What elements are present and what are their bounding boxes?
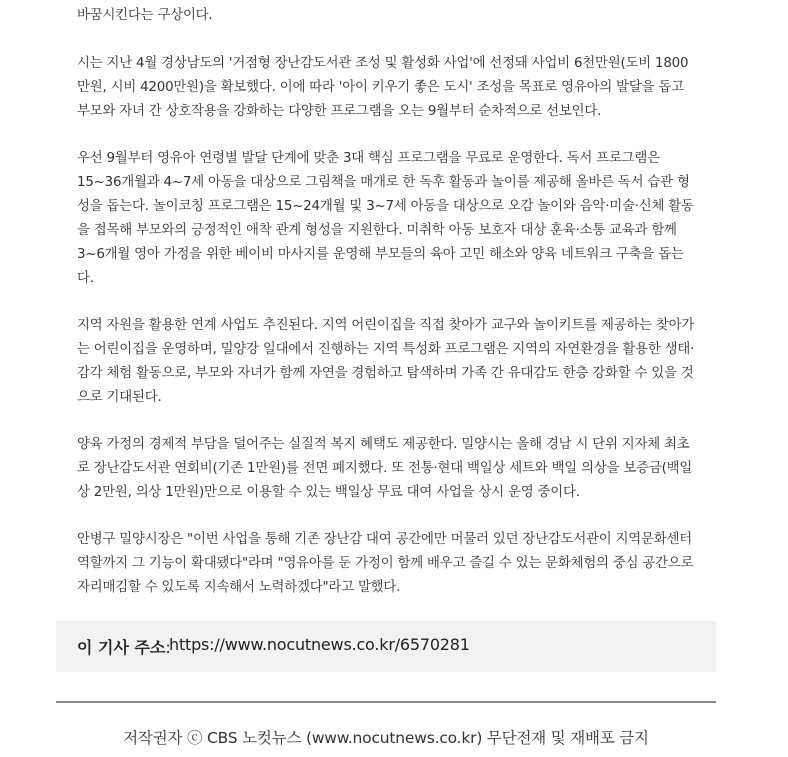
- article-url-link[interactable]: https://www.nocutnews.co.kr/6570281: [169, 635, 470, 654]
- footer-divider: [56, 701, 716, 703]
- article-url-label-text: 이 기사 주소: [77, 638, 166, 657]
- article-url-colon: :: [165, 638, 171, 657]
- article-url-label: [77, 635, 171, 658]
- copyright-notice: 저작권자 ⓒ CBS 노컷뉴스 (www.nocutnews.co.kr) 무단전재 및 재배포 금지: [123, 729, 649, 747]
- article-paragraph: 지역 자원을 활용한 연계 사업도 추진된다. 지역 어린이집을 직접 찾아가 교구와 놀이키트를 제공하는 찾아가는 어린이집을 운영하며, 밀양강 일대에서 진행하는 지역 특성화 프로그램은 지역의 자연환경을 활용한 생태·감각 체험 활동으로, 부모와 자녀가 함께 자연을 경험하고 탐색하며 가족 간 유대감도 한층 강화할 수 있을 것으로 기대된다.: [77, 318, 695, 405]
- article-paragraph: 시는 지난 4월 경상남도의 '거점형 장난감도서관 조성 및 활성화 사업'에 선정돼 사업비 6천만원(도비 1800만원, 시비 4200만원)을 확보했다. 이에 따라 '아이 키우기 좋은 도시' 조성을 목표로 영유아의 발달을 돕고 부모와 자녀 간 상호작용을 강화하는 다양한 프로그램을 오는 9월부터 순차적으로 선보인다.: [77, 56, 689, 119]
- article-body: [77, 4, 697, 623]
- article-url-box: [56, 621, 716, 672]
- article-paragraph: 바꿈시킨다는 구상이다.: [77, 8, 213, 23]
- article-paragraph: 안병구 밀양시장은 "이번 사업을 통해 기존 장난감 대여 공간에만 머물러 있던 장난감도서관이 지역문화센터 역할까지 그 기능이 확대됐다"라며 "영유아를 둔 가정이 함께 배우고 즐길 수 있는 문화체험의 중심 공간으로 자리매김할 수 있도록 지속해서 노력하겠다"라고 말했다.: [77, 532, 694, 595]
- article-paragraph: 양육 가정의 경제적 부담을 덜어주는 실질적 복지 혜택도 제공한다. 밀양시는 올해 경남 시 단위 지자체 최초로 장난감도서관 연회비(기존 1만원)를 전면 폐지했다. 또 전통·현대 백일상 세트와 백일 의상을 보증금(백일상 2만원, 의상 1만원)만으로 이용할 수 있는 백일상 무료 대여 사업을 상시 운영 중이다.: [77, 437, 693, 500]
- article-paragraph: 우선 9월부터 영유아 연령별 발달 단계에 맞춘 3대 핵심 프로그램을 무료로 운영한다. 독서 프로그램은 15~36개월과 4~7세 아동을 대상으로 그림책을 매개로 한 독후 활동과 놀이를 제공해 올바른 독서 습관 형성을 돕는다. 놀이코칭 프로그램은 15~24개월 및 3~7세 아동을 대상으로 오감 놀이와 음악·미술·신체 활동을 접목해 부모와의 긍정적인 애착 관계 형성을 지원한다. 미취학 아동 보호자 대상 훈육·소통 교육과 함께 3~6개월 영아 가정을 위한 베이비 마사지를 운영해 부모들의 육아 고민 해소와 양육 네트워크 구축을 돕는다.: [77, 151, 694, 286]
